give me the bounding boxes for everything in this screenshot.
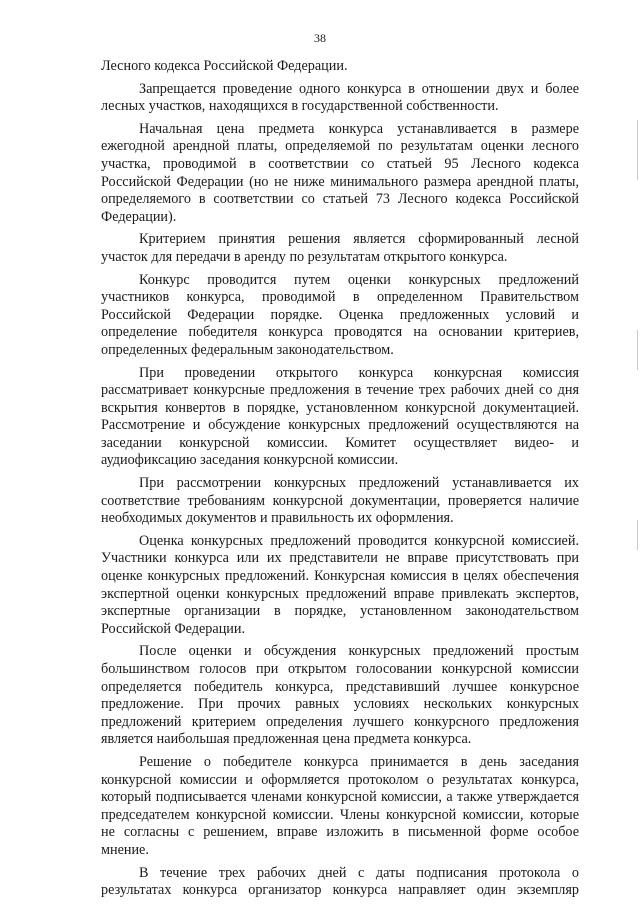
scan-edge-mark bbox=[637, 520, 638, 550]
scan-edge-mark bbox=[637, 120, 638, 180]
paragraph: Начальная цена предмета конкурса устанавливается в размере ежегодной арендной платы, определяемой по результатам оценки лесного участка, проводимой в соответствии со статьей 95 Лесного кодекса Российской Федерации (но не ниже минимального размера арендной платы, определяемого в соответствии со статьей 73 Лесного кодекса Российской Федерации). bbox=[101, 120, 579, 225]
paragraph: В течение трех рабочих дней с даты подписания протокола о результатах конкурса организатор конкурса направляет один экземпляр bbox=[101, 864, 579, 899]
page-number: 38 bbox=[314, 31, 326, 45]
paragraph: Оценка конкурсных предложений проводится конкурсной комиссией. Участники конкурса или их представители не вправе присутствовать при оценке конкурсных предложений. Конкурсная комиссия в целях обеспечения экспертной оценки конкурсных предложений вправе привлекать экспертов, экспертные организации в порядке, установленном законодательством Российской Федерации. bbox=[101, 532, 579, 637]
paragraph: При проведении открытого конкурса конкурсная комиссия рассматривает конкурсные предложения в течение трех рабочих дней со дня вскрытия конвертов в порядке, установленном конкурсной документацией. Рассмотрение и обсуждение конкурсных предложений осуществляются на заседании конкурсной комиссии. Комитет осуществляет видео- и аудиофиксацию заседания конкурсной комиссии. bbox=[101, 364, 579, 469]
paragraph: Конкурс проводится путем оценки конкурсных предложений участников конкурса, проводимой в определенном Правительством Российской Федерации порядке. Оценка предложенных условий и определение победителя конкурса проводятся на основании критериев, определенных федеральным законодательством. bbox=[101, 271, 579, 358]
paragraph: Решение о победителе конкурса принимается в день заседания конкурсной комиссии и оформляется протоколом о результатах конкурса, который подписывается членами конкурсной комиссии, а также утверждается председателем конкурсной комиссии. Члены конкурсной комиссии, которые не согласны с решением, вправе изложить в письменной форме особое мнение. bbox=[101, 753, 579, 858]
paragraph: Критерием принятия решения является сформированный лесной участок для передачи в аренду по результатам открытого конкурса. bbox=[101, 231, 579, 265]
paragraph: Запрещается проведение одного конкурса в отношении двух и более лесных участков, находящихся в государственной собственности. bbox=[101, 80, 579, 115]
document-body bbox=[101, 58, 579, 905]
paragraph: Лесного кодекса Российской Федерации. bbox=[101, 58, 348, 74]
paragraph: После оценки и обсуждения конкурсных предложений простым большинством голосов при открытом голосовании конкурсной комиссии определяется победитель конкурса, представивший лучшее конкурсное предложение. При прочих равных условиях нескольких конкурсных предложений критерием определения лучшего конкурсного предложения является наибольшая предложенная цена предмета конкурса. bbox=[101, 643, 579, 748]
scan-edge-mark bbox=[637, 330, 638, 370]
paragraph: При рассмотрении конкурсных предложений устанавливается их соответствие требованиям конкурсной документации, проверяется наличие необходимых документов и правильность их оформления. bbox=[101, 475, 579, 527]
